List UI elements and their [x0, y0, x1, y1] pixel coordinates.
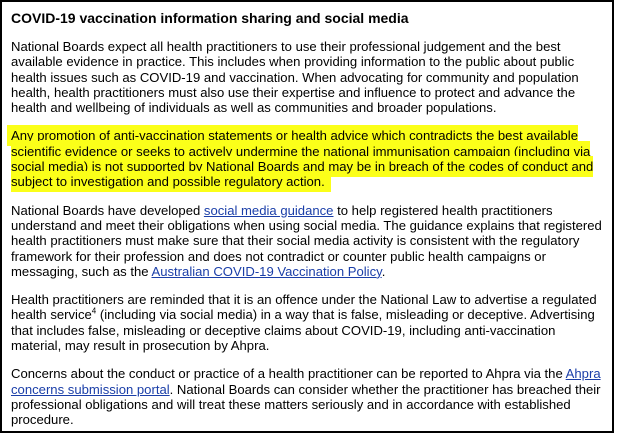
paragraph-social-media-guidance [11, 203, 607, 279]
paragraph-text: . [381, 263, 386, 279]
paragraph-anti-vaccination-warning [11, 128, 607, 189]
highlighted-text: Any promotion of anti-vaccination statements or health advice which contradicts the best available scientific evidence or seeks to actively undermine the national immunisation campaign (including via social media) is not supported by National Boards and may be in breach of the codes of conduct and subject to investigation and possible regulatory action. [7, 125, 593, 192]
vaccination-policy-link[interactable]: Australian COVID-19 Vaccination Policy [151, 263, 382, 279]
paragraph-professional-judgement: National Boards expect all health practitioners to use their professional judgement and the best available evidence in practice. This includes when providing information to the public about public health issues such as COVID-19 and vaccination. When advocating for community and population health, health practitioners must also use their expertise and influence to protect and advance the health and wellbeing of individuals as well as communities and broader populations. [11, 39, 579, 116]
document-body [11, 10, 607, 441]
paragraph-text: (including via social media) in a way that is false, misleading or deceptive. Advertising that includes false, misleading or deceptive claims about COVID-19, including anti-vaccination material, may result in prosecution by Ahpra. [11, 307, 595, 354]
footnote-marker: 4 [91, 307, 97, 317]
paragraph-text: Concerns about the conduct or practice of a health practitioner can be reported to Ahpra via the [11, 366, 566, 382]
paragraph-text: National Boards have developed [11, 202, 204, 218]
paragraph-text: Health practitioners are reminded that it is an offence under the National Law to advertise a regulated health service [11, 292, 597, 323]
paragraph-concerns-reporting [11, 366, 607, 427]
concerns-portal-link[interactable]: Ahpra concerns submission portal [11, 366, 601, 397]
social-media-guidance-link[interactable]: social media guidance [203, 202, 334, 218]
section-heading: COVID-19 vaccination information sharing and social media [11, 10, 409, 26]
paragraph-text: . National Boards can consider whether the practitioner has breached their professional obligations and will treat these matters seriously and in accordance with established procedure. [11, 381, 601, 428]
paragraph-advertising-offence [11, 292, 607, 353]
paragraph-text: to help registered health practitioners understand and meet their obligations when using social media. The guidance explains that registered health practitioners must make sure that their social media activity is consistent with the regulatory framework for their profession and does not contradict or counter public health campaigns or messaging, such as the [11, 202, 602, 279]
